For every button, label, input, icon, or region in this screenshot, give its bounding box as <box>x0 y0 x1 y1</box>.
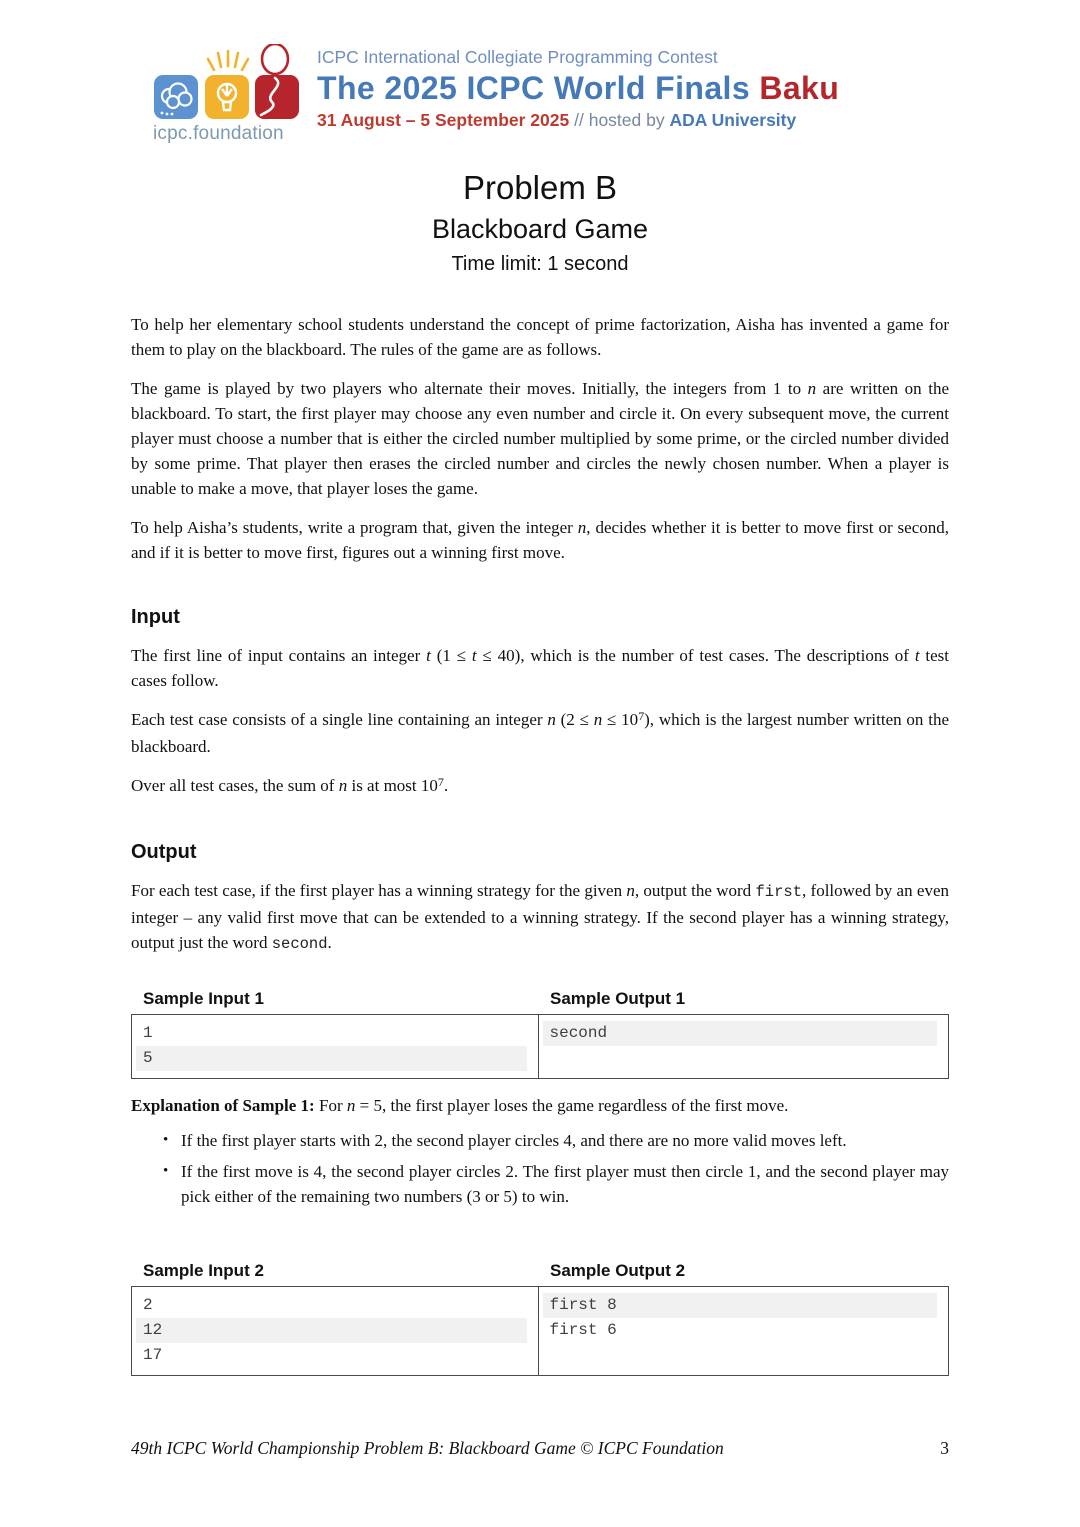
hosted-by-text: // hosted by <box>574 110 665 131</box>
sample-line: first 8 <box>543 1293 938 1318</box>
event-title <box>317 71 839 106</box>
sample-1-table <box>131 1014 949 1079</box>
sample-2-labels <box>131 1261 949 1281</box>
statement-paragraph: To help Aisha’s students, write a program that, given the integer n, decides whether it is better to move first or second, and if it is better to move first, figures out a winning first move. <box>131 518 949 563</box>
event-title-city: Baku <box>759 70 840 106</box>
sample-2-table <box>131 1286 949 1376</box>
sample-input-1-label: Sample Input 1 <box>143 989 264 1009</box>
statement-paragraph: The game is played by two players who alternate their moves. Initially, the integers from 1 to n are written on the blackboard. To start, the first player may choose any even number and circle it. On every subsequent move, the current player must choose a number that is either the circled number multiplied by some prime, or the circled number divided by some prime. That player then erases the circled number and circles the newly chosen number. When a player is unable to make a move, that player loses the game. <box>131 379 949 499</box>
logo-caption: icpc.foundation <box>153 123 284 144</box>
sample-1-input-cell <box>132 1015 539 1078</box>
problem-name: Blackboard Game <box>431 213 649 244</box>
problem-letter-title: Problem B <box>462 169 618 206</box>
icpc-foundation-logo <box>153 44 305 145</box>
footer-text: 49th ICPC World Championship Problem B: Blackboard Game © ICPC Foundation <box>131 1438 724 1458</box>
explanation-bullet: • If the first move is 4, the second player circles 2. The first player must then circle 1, and the second player may pick either of the remaining two numbers (3 or 5) to win. <box>163 1159 949 1209</box>
sample-input-2-label: Sample Input 2 <box>143 1261 264 1281</box>
page-header <box>153 44 949 144</box>
input-paragraph: Over all test cases, the sum of n is at most $10^7$. <box>131 775 449 796</box>
sample-2-input-cell <box>132 1287 539 1375</box>
page-number: 3 <box>940 1438 949 1458</box>
sample-line: 5 <box>136 1046 527 1071</box>
input-paragraph: Each test case consists of a single line containing an integer n $(2 \le n \le 10^7)$, which is the largest number written on the blackboard. <box>131 709 949 757</box>
time-limit: Time limit: 1 second <box>451 253 629 276</box>
statement-paragraph: To help her elementary school students understand the concept of prime factorization, Aisha has invented a game for them to play on the blackboard. The rules of the game are as follows. <box>131 315 949 360</box>
sample-1-labels <box>131 989 949 1009</box>
explanation-bullet: • If the first player starts with 2, the second player circles 4, and there are no more valid moves left. <box>163 1128 949 1153</box>
explanation-lead: Explanation of Sample 1: For n = 5, the first player loses the game regardless of the first move. <box>131 1096 789 1116</box>
event-dates: 31 August – 5 September 2025 <box>317 110 570 131</box>
icpc-logo-icon <box>153 44 305 124</box>
sample-line: 17 <box>143 1346 163 1365</box>
host-name: ADA University <box>669 110 797 131</box>
contest-line: ICPC International Collegiate Programming Contest <box>317 47 718 67</box>
page-footer <box>131 1438 949 1459</box>
output-heading: Output <box>131 841 197 864</box>
explanation-list <box>131 1128 949 1209</box>
sample-line: 12 <box>136 1318 527 1343</box>
sample-output-1-label: Sample Output 1 <box>550 989 686 1009</box>
output-paragraph: For each test case, if the first player has a winning strategy for the given n, output the word first, followed by an even integer – any valid first move that can be extended to a winning strategy. If the second player has a winning strategy, output just the word second. <box>131 881 949 954</box>
sample-line: second <box>543 1021 938 1046</box>
event-title-main: The 2025 ICPC World Finals <box>317 70 751 106</box>
problem-title-block <box>131 168 949 276</box>
input-paragraph: The first line of input contains an integer t (1 ≤ t ≤ 40), which is the number of test cases. The descriptions of t test cases follow. <box>131 646 950 691</box>
header-text <box>317 44 839 131</box>
sample-line: first 6 <box>549 1321 617 1340</box>
sample-line: 2 <box>143 1296 153 1315</box>
sample-2-output-cell <box>539 1287 949 1375</box>
sample-output-2-label: Sample Output 2 <box>550 1261 686 1281</box>
event-subtitle <box>317 110 839 131</box>
sample-1-output-cell <box>539 1015 949 1078</box>
input-heading: Input <box>131 606 180 629</box>
sample-line: 1 <box>143 1024 153 1043</box>
